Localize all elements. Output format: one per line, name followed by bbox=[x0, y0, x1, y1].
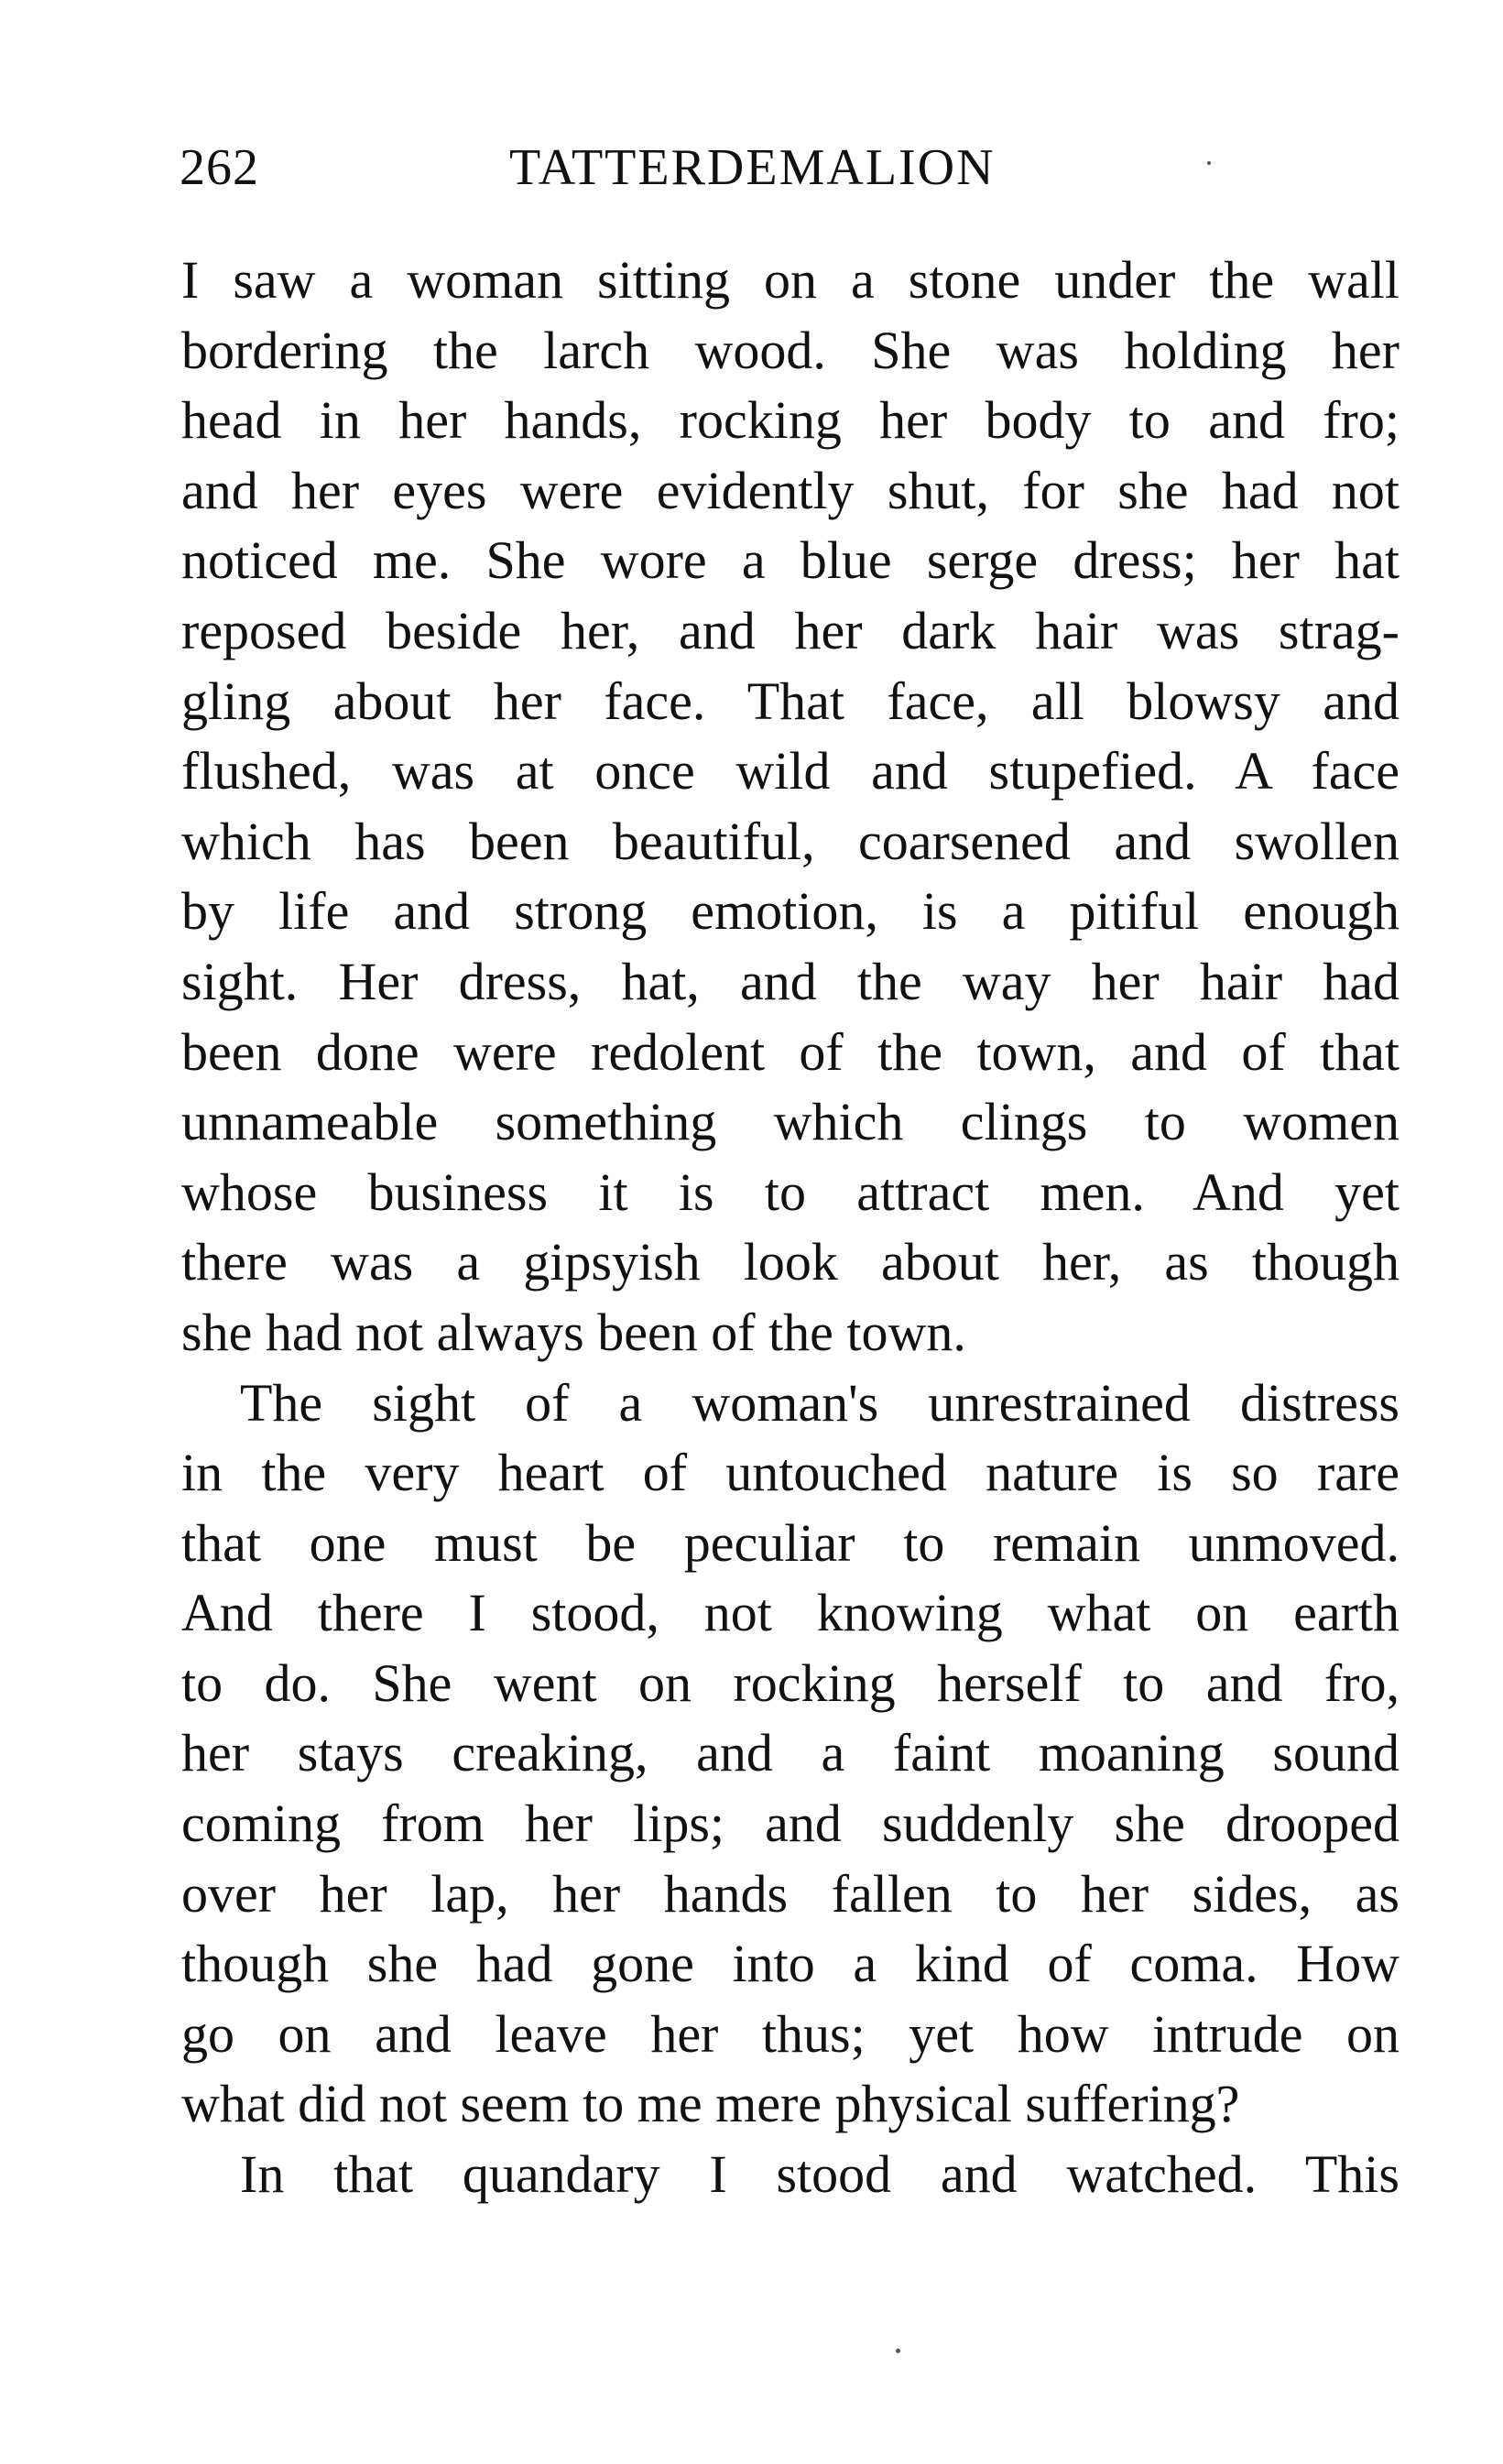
text-line: whose business it is to attract men. And yet bbox=[181, 1161, 1400, 1222]
paragraph bbox=[181, 245, 1400, 1368]
text-line: by life and strong emotion, is a pitiful enough bbox=[181, 881, 1400, 942]
text-line: In that quandary I stood and watched. This bbox=[240, 2144, 1400, 2205]
body-text bbox=[181, 245, 1400, 2210]
page-number: 262 bbox=[180, 139, 259, 196]
text-line: sight. Her dress, hat, and the way her hair had bbox=[181, 951, 1400, 1011]
text-line: coming from her lips; and suddenly she drooped bbox=[181, 1793, 1400, 1854]
text-line: head in her hands, rocking her body to and fro; bbox=[181, 390, 1400, 451]
running-title: TATTERDEMALION bbox=[509, 139, 996, 196]
text-line: her stays creaking, and a faint moaning sound bbox=[181, 1723, 1400, 1783]
paragraph bbox=[181, 2140, 1400, 2210]
text-line: unnameable something which clings to women bbox=[181, 1092, 1400, 1152]
text-line: gling about her face. That face, all blowsy and bbox=[181, 671, 1400, 731]
paragraph bbox=[181, 1368, 1400, 2141]
text-line: though she had gone into a kind of coma. How bbox=[181, 1934, 1400, 1994]
scan-speck bbox=[896, 2349, 900, 2353]
text-line: that one must be peculiar to remain unmoved. bbox=[181, 1512, 1400, 1573]
text-line: I saw a woman sitting on a stone under the wall bbox=[181, 250, 1400, 310]
text-line: over her lap, her hands fallen to her sides, as bbox=[181, 1863, 1400, 1924]
text-line: And there I stood, not knowing what on earth bbox=[181, 1583, 1400, 1643]
text-line: she had not always been of the town. bbox=[181, 1302, 966, 1362]
text-line: noticed me. She wore a blue serge dress; her hat bbox=[181, 530, 1400, 591]
text-line: reposed beside her, and her dark hair was strag- bbox=[181, 600, 1400, 660]
text-line: flushed, was at once wild and stupefied. A face bbox=[181, 741, 1400, 801]
text-line: The sight of a woman's unrestrained distress bbox=[240, 1372, 1400, 1433]
text-line: there was a gipsyish look about her, as though bbox=[181, 1232, 1400, 1292]
text-line: bordering the larch wood. She was holding her bbox=[181, 320, 1400, 380]
text-line: what did not seem to me mere physical suffering? bbox=[181, 2074, 1240, 2134]
text-line: which has been beautiful, coarsened and swollen bbox=[181, 811, 1400, 871]
text-line: to do. She went on rocking herself to and fro, bbox=[181, 1652, 1400, 1713]
text-line: and her eyes were evidently shut, for she had not bbox=[181, 460, 1400, 520]
text-line: go on and leave her thus; yet how intrude on bbox=[181, 2003, 1400, 2064]
scan-speck bbox=[1207, 161, 1211, 165]
running-head bbox=[180, 131, 1398, 204]
text-line: been done were redolent of the town, and of that bbox=[181, 1021, 1400, 1082]
text-line: in the very heart of untouched nature is so rare bbox=[181, 1443, 1400, 1503]
